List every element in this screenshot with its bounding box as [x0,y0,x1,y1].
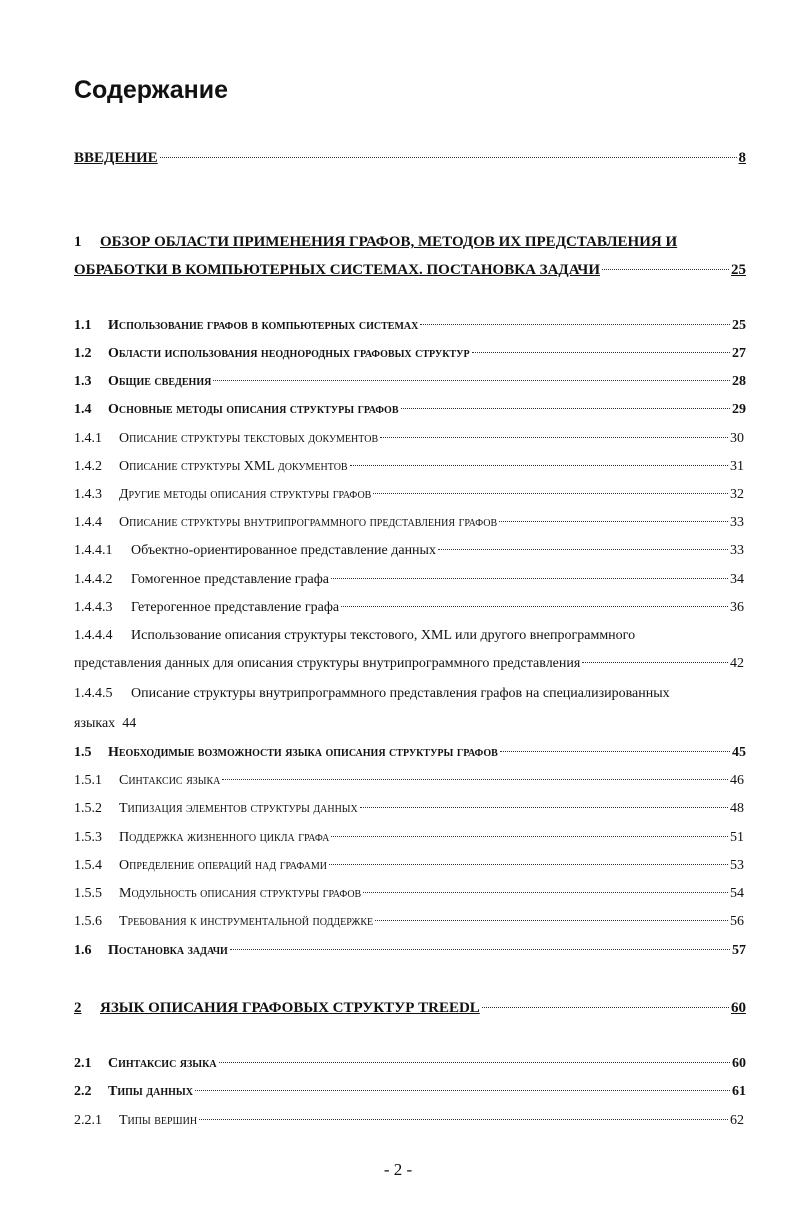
toc-page: 53 [730,858,744,873]
toc-entry[interactable] [74,600,744,616]
toc-number: 1.5 [74,745,92,760]
toc-leader [582,662,728,663]
toc-entry[interactable] [74,773,744,789]
toc-entry-intro[interactable] [74,150,746,167]
toc-number: 1.4.1 [74,431,102,446]
toc-number: 1.4.3 [74,487,102,502]
toc-label: Типизация элементов структуры данных [119,801,358,816]
toc-leader [500,751,730,752]
toc-label: Основные методы описания структуры графов [108,402,399,417]
toc-page: 60 [731,1000,746,1016]
toc-leader [341,606,728,607]
toc-label-line2: представления данных для описания структуры внутрипрограммного представления [74,656,581,671]
toc-leader [219,1062,730,1063]
toc-number: 1.3 [74,374,92,389]
toc-page: 62 [730,1113,744,1128]
toc-page: 46 [730,773,744,788]
toc-page: 27 [732,346,746,361]
toc-leader [160,157,737,158]
toc-leader [401,408,730,409]
toc-label: Описание структуры XML документов [119,459,348,474]
toc-label: Описание структуры текстовых документов [119,431,379,446]
toc-number: 1.4.4.3 [74,600,113,615]
toc-leader [331,578,728,579]
toc-label: Общие сведения [108,374,212,389]
toc-entry[interactable] [74,801,744,817]
toc-label: Определение операций над графами [119,858,327,873]
toc-label: ЯЗЫК ОПИСАНИЯ ГРАФОВЫХ СТРУКТУР TREEDL [100,1000,480,1016]
toc-entry-chapter-1[interactable] [74,234,677,251]
toc-number: 2 [74,1000,82,1016]
toc-label: Области использования неоднородных графовых структур [108,346,470,361]
toc-number: 1.4.4 [74,515,102,530]
toc-page: 34 [730,572,744,587]
page-number: - 2 - [383,1160,413,1179]
toc-entry-1-4-4-5-continued[interactable] [74,716,136,732]
toc-page: 44 [122,716,137,731]
toc-page: 57 [732,943,746,958]
toc-number: 1.5.5 [74,886,102,901]
page-title: Содержание [74,76,229,104]
toc-leader [360,807,728,808]
toc-entry[interactable] [74,1113,744,1129]
toc-entry[interactable] [74,572,744,588]
toc-leader [499,521,728,522]
toc-number: 1.5.3 [74,830,102,845]
toc-entry[interactable] [74,346,746,362]
toc-page: 61 [732,1084,746,1099]
toc-leader [482,1007,729,1008]
toc-entry-1-4-4-4-continued[interactable] [74,656,744,672]
toc-label: Другие методы описания структуры графов [119,487,372,502]
toc-page: 45 [732,745,746,760]
toc-entry[interactable] [74,487,744,503]
toc-page: 48 [730,801,744,816]
toc-leader [331,836,728,837]
toc-label: Модульность описания структуры графов [119,886,362,901]
toc-page: 32 [730,487,744,502]
toc-label-line1: ОБЗОР ОБЛАСТИ ПРИМЕНЕНИЯ ГРАФОВ, МЕТОДОВ ИХ ПРЕДСТАВЛЕНИЯ И [100,234,678,250]
toc-leader [222,779,728,780]
toc-entry[interactable] [74,459,744,475]
toc-label: Поддержка жизненного цикла графа [119,830,330,845]
toc-entry[interactable] [74,745,746,761]
toc-label-line2: языках [74,716,116,731]
toc-label: Типы данных [108,1084,193,1099]
toc-number: 1.2 [74,346,92,361]
toc-page: 8 [738,150,746,166]
toc-page: 56 [730,914,744,929]
toc-number: 1.5.4 [74,858,102,873]
toc-entry[interactable] [74,515,744,531]
toc-page: 54 [730,886,744,901]
toc-number: 1.5.1 [74,773,102,788]
toc-leader [380,437,728,438]
toc-label: Гетерогенное представление графа [131,600,340,615]
toc-leader [420,324,730,325]
toc-number: 1.4.4.5 [74,686,113,701]
toc-entry[interactable] [74,1084,746,1100]
toc-number: 2.2.1 [74,1113,102,1128]
toc-number: 1.5.2 [74,801,102,816]
toc-number: 1.4.2 [74,459,102,474]
toc-page: 31 [730,459,744,474]
toc-leader [350,465,728,466]
toc-number: 1.6 [74,943,92,958]
toc-entry[interactable] [74,943,746,959]
toc-entry[interactable] [74,374,746,390]
toc-number: 2.1 [74,1056,92,1071]
toc-entry-chapter-2[interactable] [74,1000,746,1017]
toc-entry-1-4-4-4[interactable] [74,628,635,644]
toc-leader [438,549,728,550]
toc-leader [363,892,728,893]
toc-entry[interactable] [74,830,744,846]
toc-entry[interactable] [74,858,744,874]
toc-label-line2: ОБРАБОТКИ В КОМПЬЮТЕРНЫХ СИСТЕМАХ. ПОСТАНОВКА ЗАДАЧИ [74,262,600,278]
toc-number: 1 [74,234,82,250]
toc-label: ВВЕДЕНИЕ [74,150,158,166]
toc-label: Постановка задачи [108,943,228,958]
toc-label: Описание структуры внутрипрограммного представления графов [119,515,498,530]
toc-entry[interactable] [74,1056,746,1072]
toc-label: Типы вершин [119,1113,198,1128]
toc-label-line1: Описание структуры внутрипрограммного представления графов на специализированных [131,686,670,701]
toc-leader [472,352,730,353]
toc-label-line1: Использование описания структуры текстового, XML или другого внепрограммного [131,628,636,643]
toc-page: 25 [732,318,746,333]
toc-number: 1.4.4.1 [74,543,113,558]
toc-leader [373,493,728,494]
toc-label: Использование графов в компьютерных системах [108,318,419,333]
toc-page: 33 [730,543,744,558]
toc-page: 30 [730,431,744,446]
toc-number: 2.2 [74,1084,92,1099]
toc-label: Необходимые возможности языка описания структуры графов [108,745,498,760]
toc-label: Синтаксис языка [108,1056,217,1071]
toc-number: 1.1 [74,318,92,333]
toc-leader [329,864,728,865]
toc-entry[interactable] [74,886,744,902]
toc-entry-1-4-4-5[interactable] [74,686,670,702]
toc-number: 1.4 [74,402,92,417]
toc-page: 51 [730,830,744,845]
toc-page: 42 [730,656,744,671]
toc-entry[interactable] [74,402,746,418]
toc-number: 1.4.4.2 [74,572,113,587]
toc-page: 25 [731,262,746,278]
toc-page: 29 [732,402,746,417]
toc-page: 60 [732,1056,746,1071]
toc-label: Требования к инструментальной поддержке [119,914,374,929]
toc-page: 36 [730,600,744,615]
toc-entry-chapter-1-continued[interactable] [74,262,746,279]
toc-leader [195,1090,730,1091]
toc-entry[interactable] [74,543,744,559]
toc-entry[interactable] [74,431,744,447]
toc-number: 1.5.6 [74,914,102,929]
toc-leader [199,1119,728,1120]
toc-label: Объектно-ориентированное представление данных [131,543,436,558]
toc-label: Гомогенное представление графа [131,572,330,587]
toc-label: Синтаксис языка [119,773,221,788]
toc-number: 1.4.4.4 [74,628,113,643]
toc-leader [375,920,728,921]
toc-entry[interactable] [74,318,746,334]
toc-leader [602,269,729,270]
toc-leader [230,949,730,950]
toc-leader [213,380,730,381]
toc-entry[interactable] [74,914,744,930]
toc-page: 28 [732,374,746,389]
toc-page: 33 [730,515,744,530]
